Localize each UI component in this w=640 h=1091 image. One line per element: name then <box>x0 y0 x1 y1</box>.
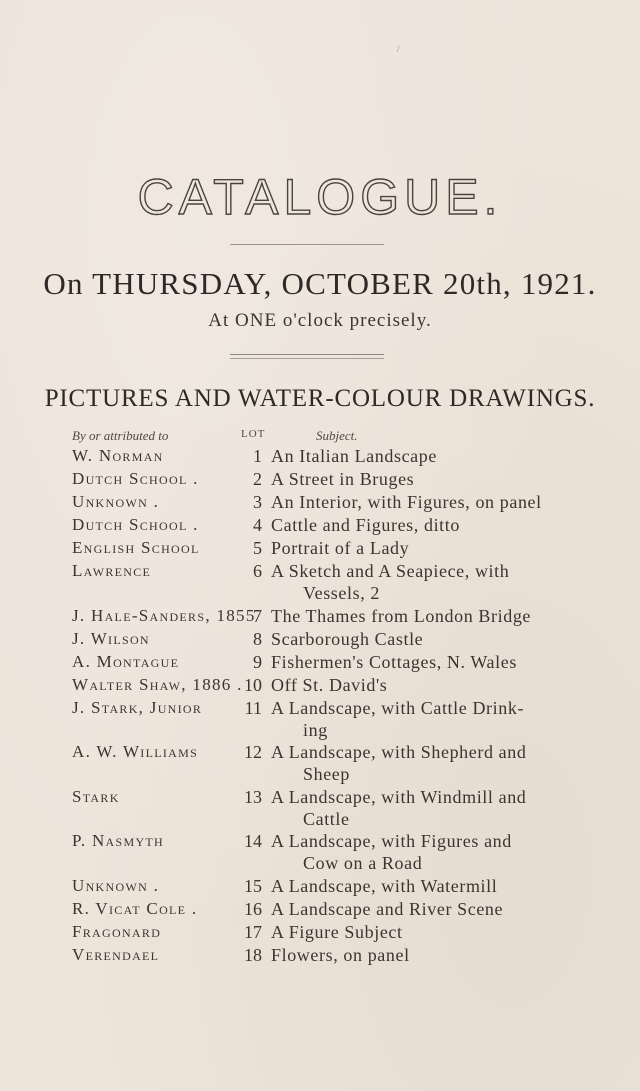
lot-artist: Stark <box>72 787 120 806</box>
lot-number: 11 <box>244 698 262 718</box>
lot-artist: J. Hale-Sanders, 1855 <box>72 606 256 625</box>
lot-artist: J. Stark, Junior <box>72 698 203 717</box>
lot-subject-continuation: ing <box>303 720 328 740</box>
lot-artist: A. Montague <box>72 652 180 671</box>
lot-subject: An Italian Landscape <box>271 446 437 466</box>
column-header-artist: By or attributed to <box>72 428 169 443</box>
lot-subject: A Landscape, with Windmill and <box>271 787 527 807</box>
lot-number: 7 <box>253 606 262 626</box>
column-header-subject: Subject. <box>316 428 358 443</box>
lot-row <box>0 606 640 628</box>
lot-artist: Fragonard <box>72 922 162 941</box>
lot-number: 17 <box>244 922 262 942</box>
lot-row <box>0 492 640 514</box>
lot-artist: J. Wilson <box>72 629 150 648</box>
lot-number: 8 <box>253 629 262 649</box>
lot-number: 6 <box>253 561 262 581</box>
lot-number: 18 <box>244 945 262 965</box>
lot-subject: Off St. David's <box>271 675 388 695</box>
lot-row <box>0 831 640 873</box>
lot-subject: Scarborough Castle <box>271 629 424 649</box>
lot-subject: A Street in Bruges <box>271 469 415 489</box>
lot-number: 3 <box>253 492 262 512</box>
lot-row <box>0 675 640 697</box>
lot-number: 5 <box>253 538 262 558</box>
lot-row <box>0 561 640 603</box>
column-header-lot: LOT <box>241 428 266 440</box>
lot-number: 1 <box>253 446 262 466</box>
lot-subject: Cattle and Figures, ditto <box>271 515 460 535</box>
lot-number: 16 <box>244 899 262 919</box>
lot-subject: Flowers, on panel <box>271 945 410 965</box>
sale-date: On THURSDAY, OCTOBER 20th, 1921. <box>43 266 597 301</box>
lot-subject: A Landscape and River Scene <box>271 899 504 919</box>
lot-artist: Dutch School . <box>72 515 199 534</box>
date-divider-top <box>230 354 384 355</box>
lot-number: 13 <box>244 787 262 807</box>
lot-row <box>0 698 640 740</box>
pencil-mark: / <box>397 44 400 54</box>
lot-subject: Fishermen's Cottages, N. Wales <box>271 652 517 672</box>
lot-number: 10 <box>244 675 262 695</box>
lot-row <box>0 652 640 674</box>
lot-subject: A Figure Subject <box>271 922 403 942</box>
lot-row <box>0 945 640 967</box>
lot-row <box>0 446 640 468</box>
lot-row <box>0 629 640 651</box>
lot-row <box>0 922 640 944</box>
lot-subject: An Interior, with Figures, on panel <box>271 492 542 512</box>
lot-artist: Dutch School . <box>72 469 199 488</box>
lot-subject-continuation: Cattle <box>303 809 350 829</box>
lot-artist: R. Vicat Cole . <box>72 899 198 918</box>
lot-artist: Verendael <box>72 945 160 964</box>
lot-subject: The Thames from London Bridge <box>271 606 532 626</box>
lot-number: 2 <box>253 469 262 489</box>
lot-number: 12 <box>244 742 262 762</box>
sale-time: At ONE o'clock precisely. <box>208 310 432 331</box>
page-title: CATALOGUE. <box>137 169 503 225</box>
lot-subject: A Landscape, with Watermill <box>271 876 498 896</box>
title-divider <box>230 244 384 245</box>
lot-number: 9 <box>253 652 262 672</box>
lot-artist: English School <box>72 538 200 557</box>
lot-number: 14 <box>244 831 262 851</box>
lot-subject-continuation: Sheep <box>303 764 350 784</box>
lot-artist: Walter Shaw, 1886 . <box>72 675 243 694</box>
lot-subject: A Landscape, with Cattle Drink- <box>271 698 525 718</box>
lot-artist: A. W. Williams <box>72 742 199 761</box>
lot-artist: Unknown . <box>72 492 160 511</box>
lot-subject: A Landscape, with Shepherd and <box>271 742 527 762</box>
lot-number: 4 <box>253 515 262 535</box>
lot-subject-continuation: Cow on a Road <box>303 853 423 873</box>
lot-row <box>0 876 640 898</box>
lot-subject: Portrait of a Lady <box>271 538 410 558</box>
date-divider-bottom <box>230 358 384 359</box>
lot-row <box>0 742 640 784</box>
lot-row <box>0 787 640 829</box>
lot-artist: Lawrence <box>72 561 152 580</box>
lot-number: 15 <box>244 876 262 896</box>
lot-row <box>0 515 640 537</box>
lot-row <box>0 538 640 560</box>
lot-subject: A Landscape, with Figures and <box>271 831 512 851</box>
lot-artist: P. Nasmyth <box>72 831 165 850</box>
lot-artist: Unknown . <box>72 876 160 895</box>
lot-artist: W. Norman <box>72 446 164 465</box>
section-title: PICTURES AND WATER-COLOUR DRAWINGS. <box>44 385 596 412</box>
lot-subject: A Sketch and A Seapiece, with <box>271 561 510 581</box>
lot-row <box>0 899 640 921</box>
lot-subject-continuation: Vessels, 2 <box>303 583 380 603</box>
lot-row <box>0 469 640 491</box>
